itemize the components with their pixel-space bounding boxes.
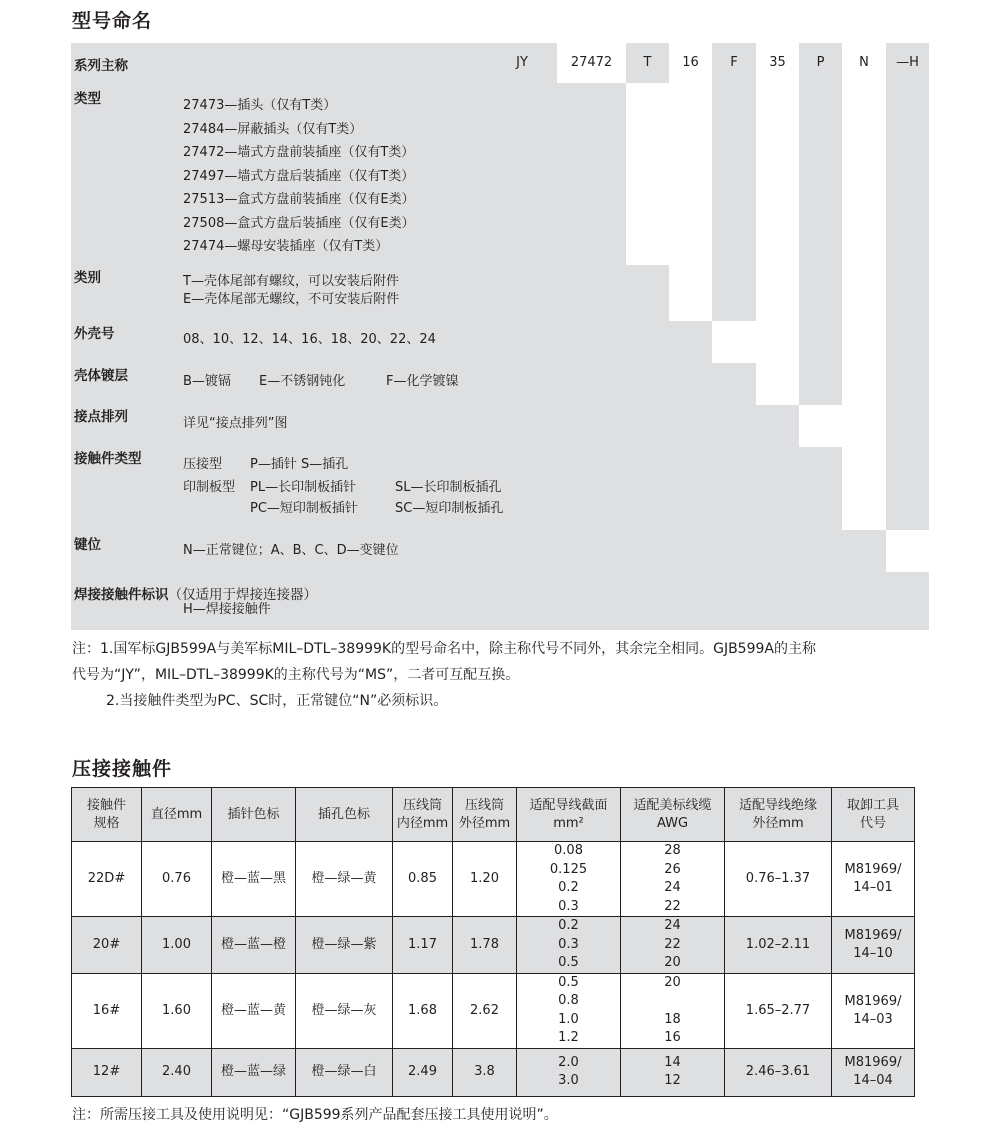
col-section: 适配导线截面 mm² xyxy=(517,788,621,842)
cell-inner: 1.68 xyxy=(393,973,453,1048)
cell-awg: 14 12 xyxy=(621,1048,725,1096)
cell-tool: M81969/ 14–10 xyxy=(832,917,915,974)
shell-sizes: 08、10、12、14、16、18、20、22、24 xyxy=(183,332,436,347)
cell-insulation: 1.65–2.77 xyxy=(725,973,832,1048)
class-line: E—壳体尾部无螺纹，不可安装后附件 xyxy=(183,292,400,307)
cell-pin-color: 橙—蓝—绿 xyxy=(212,1048,296,1096)
cell-spec: 16# xyxy=(72,973,142,1048)
class-line: T—壳体尾部有螺纹，可以安装后附件 xyxy=(183,274,399,289)
contact-crimp-label: 压接型 xyxy=(183,457,223,472)
cell-tool: M81969/ 14–03 xyxy=(832,973,915,1048)
gap-solder xyxy=(886,83,929,530)
code-seg-plating: F xyxy=(730,55,738,70)
note-2: 2.当接触件类型为PC、SC时，正常键位“N”必须标识。 xyxy=(106,693,448,709)
contact-pc: PC—短印制板插针 xyxy=(250,501,358,516)
type-line: 27472—墙式方盘前装插座（仅有T类） xyxy=(183,145,415,160)
contacts-title: 压接接触件 xyxy=(72,758,173,780)
type-line: 27474—螺母安装插座（仅有T类） xyxy=(183,239,389,254)
cell-section: 2.0 3.0 xyxy=(517,1048,621,1096)
label-shell: 外壳号 xyxy=(74,326,115,342)
cell-spec: 12# xyxy=(72,1048,142,1096)
col-tool: 取卸工具 代号 xyxy=(832,788,915,842)
code-seg-class: T xyxy=(643,55,652,70)
cell-spec: 20# xyxy=(72,917,142,974)
gap-class xyxy=(626,83,669,265)
code-seg-solder: —H xyxy=(896,55,919,70)
type-line: 27497—墙式方盘后装插座（仅有T类） xyxy=(183,168,415,184)
note-1: 注：1.国军标GJB599A与美军标MIL–DTL–38999K的型号命名中，除主称代号不同外，其余完全相同。GJB599A的主称 xyxy=(72,641,816,657)
code-seg-shell: 16 xyxy=(669,43,712,83)
cell-socket-color: 橙—绿—白 xyxy=(296,1048,393,1096)
contacts-table xyxy=(71,787,915,1097)
label-contact-type: 接触件类型 xyxy=(74,451,142,467)
cell-awg: 28 26 24 22 xyxy=(621,842,725,917)
col-awg: 适配美标线缆 AWG xyxy=(621,788,725,842)
cell-section: 0.5 0.8 1.0 1.2 xyxy=(517,973,621,1048)
cell-section: 0.08 0.125 0.2 0.3 xyxy=(517,842,621,917)
cell-pin-color: 橙—蓝—黄 xyxy=(212,973,296,1048)
cell-diameter: 1.00 xyxy=(142,917,212,974)
cell-tool: M81969/ 14–04 xyxy=(832,1048,915,1096)
gap-type-fill xyxy=(557,83,626,265)
table-header-row xyxy=(72,788,915,842)
gap-contact xyxy=(799,83,842,405)
label-type: 类型 xyxy=(74,91,101,107)
cell-spec: 22D# xyxy=(72,842,142,917)
cell-awg: 20 18 16 xyxy=(621,973,725,1048)
cell-outer: 1.20 xyxy=(453,842,517,917)
plating-f: F—化学镀镍 xyxy=(386,374,459,389)
cell-awg: 24 22 20 xyxy=(621,917,725,974)
cell-socket-color: 橙—绿—紫 xyxy=(296,917,393,974)
code-seg-type: 27472 xyxy=(557,43,626,83)
code-seg-key: N xyxy=(842,43,886,83)
code-seg-arrangement: 35 xyxy=(756,43,799,83)
arrangement-text: 详见“接点排列”图 xyxy=(183,416,288,431)
class-list xyxy=(183,273,399,309)
code-seg-contact: P xyxy=(816,55,825,70)
cell-diameter: 1.60 xyxy=(142,973,212,1048)
col-outer: 压线筒 外径mm xyxy=(453,788,517,842)
table-row xyxy=(72,973,915,1048)
cell-diameter: 2.40 xyxy=(142,1048,212,1096)
label-key: 键位 xyxy=(74,537,101,553)
bar-arrangement xyxy=(71,405,799,447)
contact-pl: PL—长印制板插针 xyxy=(250,480,357,495)
type-line: 27484—屏蔽插头（仅有T类） xyxy=(183,121,363,137)
cell-socket-color: 橙—绿—黄 xyxy=(296,842,393,917)
contact-sc: SC—短印制板插孔 xyxy=(395,501,504,516)
key-text: N—正常键位；A、B、C、D—变键位 xyxy=(183,543,399,558)
col-socket-color: 插孔色标 xyxy=(296,788,393,842)
cell-insulation: 0.76–1.37 xyxy=(725,842,832,917)
cell-insulation: 1.02–2.11 xyxy=(725,917,832,974)
note-1-cont: 代号为“JY”，MIL–DTL–38999K的主称代号为“MS”，二者可互配互换。 xyxy=(72,667,520,683)
code-seg-series: JY xyxy=(516,55,528,70)
gap-arrangement xyxy=(756,83,799,363)
cell-inner: 0.85 xyxy=(393,842,453,917)
col-diameter: 直径mm xyxy=(142,788,212,842)
gap-key xyxy=(842,83,886,447)
gap-shell-a xyxy=(669,83,712,265)
cell-outer: 1.78 xyxy=(453,917,517,974)
label-plating: 壳体镀层 xyxy=(74,368,128,384)
cell-section: 0.2 0.3 0.5 xyxy=(517,917,621,974)
contact-crimp-types: P—插针 S—插孔 xyxy=(250,457,349,472)
col-inner: 压线筒 内径mm xyxy=(393,788,453,842)
col-insulation: 适配导线绝缘 外径mm xyxy=(725,788,832,842)
type-list xyxy=(183,94,415,259)
cell-pin-color: 橙—蓝—橙 xyxy=(212,917,296,974)
cell-tool: M81969/ 14–01 xyxy=(832,842,915,917)
cell-insulation: 2.46–3.61 xyxy=(725,1048,832,1096)
type-line: 27513—盒式方盘前装插座（仅有E类） xyxy=(183,192,415,207)
type-line: 27508—盒式方盘后装插座（仅有E类） xyxy=(183,215,415,231)
gap-plating xyxy=(712,83,756,321)
table-row xyxy=(72,917,915,974)
cell-pin-color: 橙—蓝—黑 xyxy=(212,842,296,917)
plating-e: E—不锈钢钝化 xyxy=(259,374,346,389)
type-line: 27473—插头（仅有T类） xyxy=(183,98,337,113)
table-row xyxy=(72,1048,915,1096)
label-series: 系列主称 xyxy=(74,58,128,74)
table-row xyxy=(72,842,915,917)
label-class: 类别 xyxy=(74,270,101,286)
cell-outer: 3.8 xyxy=(453,1048,517,1096)
cell-inner: 1.17 xyxy=(393,917,453,974)
cell-inner: 2.49 xyxy=(393,1048,453,1096)
label-solder: 焊接接触件标识 xyxy=(74,587,169,603)
contact-sl: SL—长印制板插孔 xyxy=(395,480,502,495)
solder-text: H—焊接接触件 xyxy=(183,602,271,617)
plating-b: B—镀镉 xyxy=(183,374,231,389)
contacts-footnote: 注：所需压接工具及使用说明见：“GJB599系列产品配套压接工具使用说明”。 xyxy=(72,1107,558,1123)
naming-title: 型号命名 xyxy=(72,10,153,32)
label-solder-suffix: （仅适用于焊接连接器） xyxy=(168,587,317,603)
cell-socket-color: 橙—绿—灰 xyxy=(296,973,393,1048)
col-spec: 接触件 规格 xyxy=(72,788,142,842)
col-pin-color: 插针色标 xyxy=(212,788,296,842)
cell-diameter: 0.76 xyxy=(142,842,212,917)
label-arrangement: 接点排列 xyxy=(74,409,128,425)
contact-pcb-label: 印制板型 xyxy=(183,480,236,495)
cell-outer: 2.62 xyxy=(453,973,517,1048)
